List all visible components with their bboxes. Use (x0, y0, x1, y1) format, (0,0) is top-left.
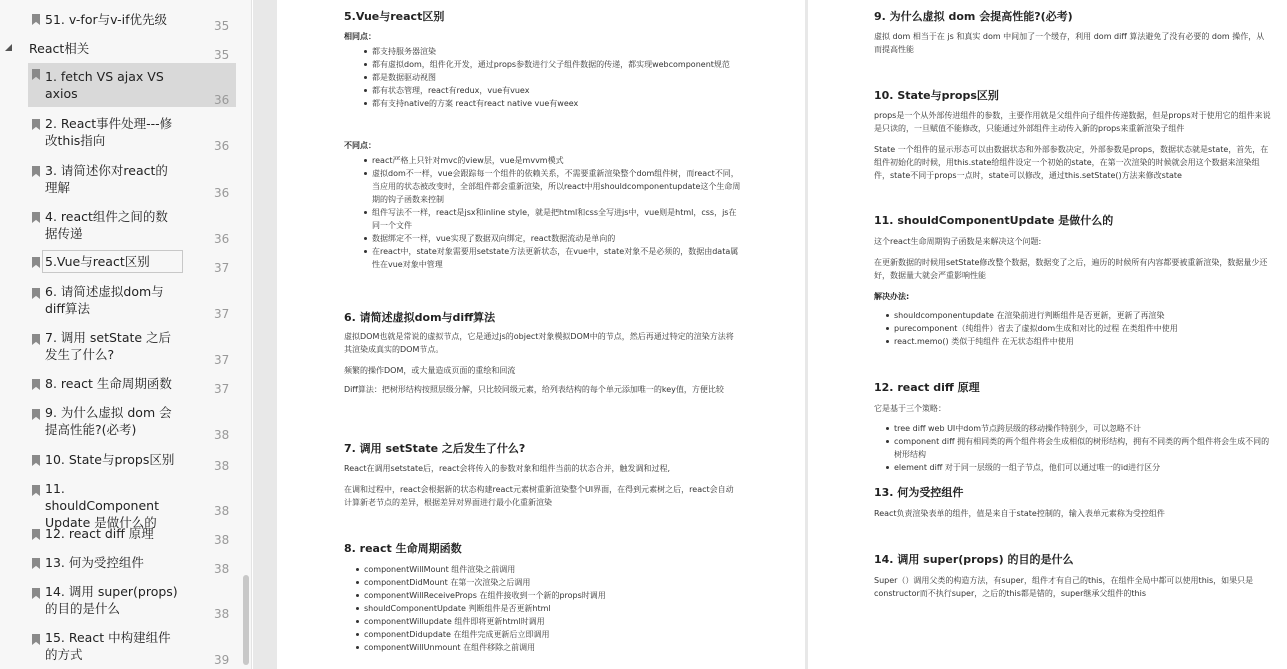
bookmark-icon (32, 529, 40, 540)
outline-item-page: 37 (214, 353, 230, 367)
outline-item-page: 35 (214, 19, 230, 33)
section-heading: 7. 调用 setState 之后发生了什么? (344, 442, 526, 455)
outline-item-page: 38 (214, 562, 230, 576)
outline-item-label: 8. react 生命周期函数 (45, 376, 172, 391)
outline-item[interactable] (0, 10, 252, 32)
section-heading: 10. State与props区别 (874, 89, 999, 102)
outline-item-page: 37 (214, 382, 230, 396)
outline-item-page: 38 (214, 459, 230, 473)
paragraph: 在调和过程中，react会根据新的状态构建react元素树重新渲染整个UI界面，在得到元素树之后，react会自动计算新老节点的差异，根据差异对界面进行最小化重新渲染 (344, 485, 734, 507)
outline-item[interactable] (0, 113, 252, 153)
paragraph: Diff算法：把树形结构按照层级分解，只比较同级元素，给列表结构的每个单元添加唯一的key值，方便比较 (344, 385, 724, 394)
list-item: componentDidMount 在第一次渲染之后调用 (356, 576, 756, 589)
list-item: componentDidupdate 在组件完成更新后立即调用 (356, 628, 756, 641)
paragraph: 虚拟DOM也就是常说的虚拟节点，它是通过js的object对象模拟DOM中的节点，然后再通过特定的渲染方法将其渲染成真实的DOM节点。 (344, 332, 734, 354)
list-item: componentWillUnmount 在组件移除之前调用 (356, 641, 756, 654)
list-item: 数据绑定不一样，vue实现了数据双向绑定，react数据流动是单向的 (364, 232, 744, 245)
outline-item-page: 36 (214, 139, 230, 153)
outline-item[interactable] (0, 479, 252, 530)
outline-item-page: 39 (214, 653, 230, 667)
outline-item-page: 35 (214, 48, 230, 62)
paragraph: 它是基于三个策略： (874, 404, 946, 413)
sidebar-scrollbar-track[interactable] (240, 0, 252, 669)
list-item: componentWillupdate 组件即将更新html时调用 (356, 615, 756, 628)
outline-item-label: 51. v-for与v-if优先级 (45, 12, 168, 27)
bookmark-icon (32, 14, 40, 25)
outline-item-page: 38 (214, 428, 230, 442)
outline-item[interactable] (0, 160, 252, 200)
list-item: 在react中，state对象需要用setstate方法更新状态，在vue中，state对象不是必须的，数据由data属性在vue对象中管理 (364, 245, 744, 271)
outline-item-active[interactable] (28, 63, 236, 107)
bullet-list (364, 154, 744, 271)
outline-item-label: 10. State与props区别 (45, 452, 175, 467)
bookmark-icon (32, 485, 40, 496)
paragraph: Super（）调用父类的构造方法，有super，组件才有自己的this，在组件全局中都可以使用this，如果只是constructor而不执行super，之后的this都是错的，super继承父组件的this (874, 576, 1254, 598)
bookmark-icon (32, 119, 40, 130)
outline-item[interactable] (0, 450, 252, 472)
bookmark-icon (32, 166, 40, 177)
paragraph: 在更新数据的时候用setState修改整个数据，数据变了之后，遍历的时候所有内容都要被重新渲染，数据量少还好，数据量大就会严重影响性能 (874, 258, 1268, 280)
list-item: 都有虚拟dom，组件化开发，通过props参数进行父子组件数据的传递，都实现webcomponent规范 (364, 58, 744, 71)
paragraph: State 一个组件的显示形态可以由数据状态和外部参数决定，外部参数是props，数据状态就是state，首先，在组件初始化的时候，用this.state给组件设定一个初始的state，在第一次渲染的时候就会用这个数据来渲染组件，state不同于props一点时，state可以修改，通过this.setState()方法来修改state (874, 145, 1269, 180)
bookmark-icon (32, 69, 40, 80)
outline-item-page: 37 (214, 261, 230, 275)
list-item: element diff 对于同一层级的一组子节点，他们可以通过唯一的id进行区分 (886, 461, 1276, 474)
outline-item-label: 13. 何为受控组件 (45, 555, 144, 570)
list-item: react严格上只针对mvc的view层，vue是mvvm模式 (364, 154, 744, 167)
outline-item[interactable] (0, 582, 252, 622)
outline-item[interactable] (0, 403, 252, 443)
outline-item-page: 38 (214, 533, 230, 547)
paragraph: 虚拟 dom 相当于在 js 和真实 dom 中间加了一个缓存，利用 dom diff 算法避免了没有必要的 dom 操作，从而提高性能 (874, 32, 1265, 54)
outline-item-label: 11. shouldComponent Update 是做什么的 (45, 481, 159, 530)
paragraph: 频繁的操作DOM，或大量造成页面的重绘和回流 (344, 366, 516, 375)
list-item: 组件写法不一样，react是jsx和inline style，就是把html和css全写进js中，vue则是html，css，js在同一个文件 (364, 206, 744, 232)
section-heading: 11. shouldComponentUpdate 是做什么的 (874, 214, 1114, 227)
section-heading: 12. react diff 原理 (874, 381, 980, 394)
document-page-37 (277, 0, 805, 669)
outline-item-page: 38 (214, 607, 230, 621)
outline-item-label: 14. 调用 super(props) 的目的是什么 (45, 584, 178, 616)
bookmark-icon (32, 558, 40, 569)
outline-section-react[interactable] (0, 38, 252, 60)
section-heading: 8. react 生命周期函数 (344, 542, 462, 555)
outline-item[interactable] (0, 553, 252, 575)
list-item: 虚拟dom不一样，vue会跟踪每一个组件的依赖关系，不需要重新渲染整个dom组件树，而react不同，当应用的状态被改变时，全部组件都会重新渲染，所以react中用shouldcomponentupdate这个生命周期的钩子函数来控制 (364, 167, 744, 206)
collapse-caret-icon[interactable] (5, 44, 12, 51)
outline-item-label: 9. 为什么虚拟 dom 会提高性能?(必考) (45, 405, 172, 437)
section-heading: 6. 请简述虚拟dom与diff算法 (344, 311, 496, 324)
bookmark-icon (32, 379, 40, 390)
outline-item-label: 6. 请简述虚拟dom与diff算法 (45, 284, 164, 316)
list-item: 都支持服务器渲染 (364, 45, 744, 58)
bookmark-icon (32, 212, 40, 223)
list-item: 都有状态管理，react有redux，vue有vuex (364, 84, 744, 97)
page-gap (253, 0, 277, 669)
outline-item-label: 12. react diff 原理 (45, 526, 154, 541)
outline-item-page: 36 (214, 232, 230, 246)
list-item: tree diff web UI中dom节点跨层级的移动操作特别少，可以忽略不计 (886, 422, 1276, 435)
outline-item-label: 7. 调用 setState 之后发生了什么? (45, 330, 172, 362)
bookmark-icon (32, 257, 40, 268)
outline-item-label: 3. 请简述你对react的理解 (45, 163, 168, 195)
outline-item-label: 5.Vue与react区别 (45, 253, 180, 270)
list-item: 都是数据驱动视图 (364, 71, 744, 84)
outline-item-page: 36 (214, 186, 230, 200)
subheading: 不同点： (344, 141, 376, 150)
bookmark-icon (32, 455, 40, 466)
outline-item[interactable] (0, 206, 252, 246)
section-heading: 13. 何为受控组件 (874, 486, 964, 499)
bookmark-icon (32, 634, 40, 645)
document-page-38 (808, 0, 1287, 669)
outline-item-page: 36 (214, 93, 230, 107)
list-item: purecomponent（纯组件）省去了虚拟dom生成和对比的过程 在类组件中使用 (886, 322, 1276, 335)
list-item: react.memo() 类似于纯组件 在无状态组件中使用 (886, 335, 1276, 348)
list-item: componentWillMount 组件渲染之前调用 (356, 563, 756, 576)
list-item: shouldcomponentupdate 在渲染前进行判断组件是否更新，更新了再渲染 (886, 309, 1276, 322)
bullet-list (886, 309, 1276, 348)
outline-section-label: React相关 (29, 41, 90, 56)
outline-item[interactable] (0, 282, 252, 322)
bookmark-icon (32, 334, 40, 345)
outline-item[interactable] (0, 374, 252, 396)
paragraph: React负责渲染表单的组件，值是来自于state控制的，输入表单元素称为受控组件 (874, 509, 1165, 518)
outline-sidebar (0, 0, 252, 669)
outline-item-label: 15. React 中构建组件的方式 (45, 630, 171, 662)
bookmark-icon (32, 409, 40, 420)
bookmark-icon (32, 588, 40, 599)
outline-item-selected[interactable] (0, 252, 252, 274)
paragraph: 这个react生命周期钩子函数是来解决这个问题: (874, 237, 1042, 246)
subheading: 解决办法: (874, 292, 910, 301)
bullet-list (356, 563, 756, 654)
section-heading: 9. 为什么虚拟 dom 会提高性能?(必考) (874, 10, 1073, 23)
sidebar-scrollbar-thumb[interactable] (243, 575, 249, 665)
outline-item-label: 4. react组件之间的数据传递 (45, 209, 168, 241)
outline-item-label: 1. fetch VS ajax VS axios (45, 69, 164, 101)
list-item: 都有支持native的方案 react有react native vue有weex (364, 97, 744, 110)
section-heading: 5.Vue与react区别 (344, 10, 445, 23)
bullet-list (886, 422, 1276, 474)
paragraph: props是一个从外部传进组件的参数，主要作用就是父组件向子组件传递数据，但是props对于使用它的组件来说是只读的，一旦赋值不能修改，只能通过外部组件主动传入新的props来重新渲染子组件 (874, 111, 1271, 133)
outline-item[interactable] (0, 524, 252, 546)
subheading: 相同点： (344, 32, 376, 41)
outline-item-page: 38 (214, 504, 230, 518)
outline-item[interactable] (0, 628, 252, 668)
list-item: componentWillReceiveProps 在组件接收到一个新的props时调用 (356, 589, 756, 602)
paragraph: React在调用setstate后，react会将传入的参数对象和组件当前的状态合并，触发调和过程, (344, 464, 671, 473)
bullet-list (364, 45, 744, 110)
list-item: component diff 拥有相同类的两个组件将会生成相似的树形结构，拥有不同类的两个组件将会生成不同的树形结构 (886, 435, 1276, 461)
outline-item-page: 37 (214, 307, 230, 321)
section-heading: 14. 调用 super(props) 的目的是什么 (874, 553, 1074, 566)
outline-item-label: 2. React事件处理---修改this指向 (45, 116, 173, 148)
bookmark-icon (32, 288, 40, 299)
outline-item[interactable] (0, 328, 252, 368)
list-item: shouldComponentUpdate 判断组件是否更新html (356, 602, 756, 615)
